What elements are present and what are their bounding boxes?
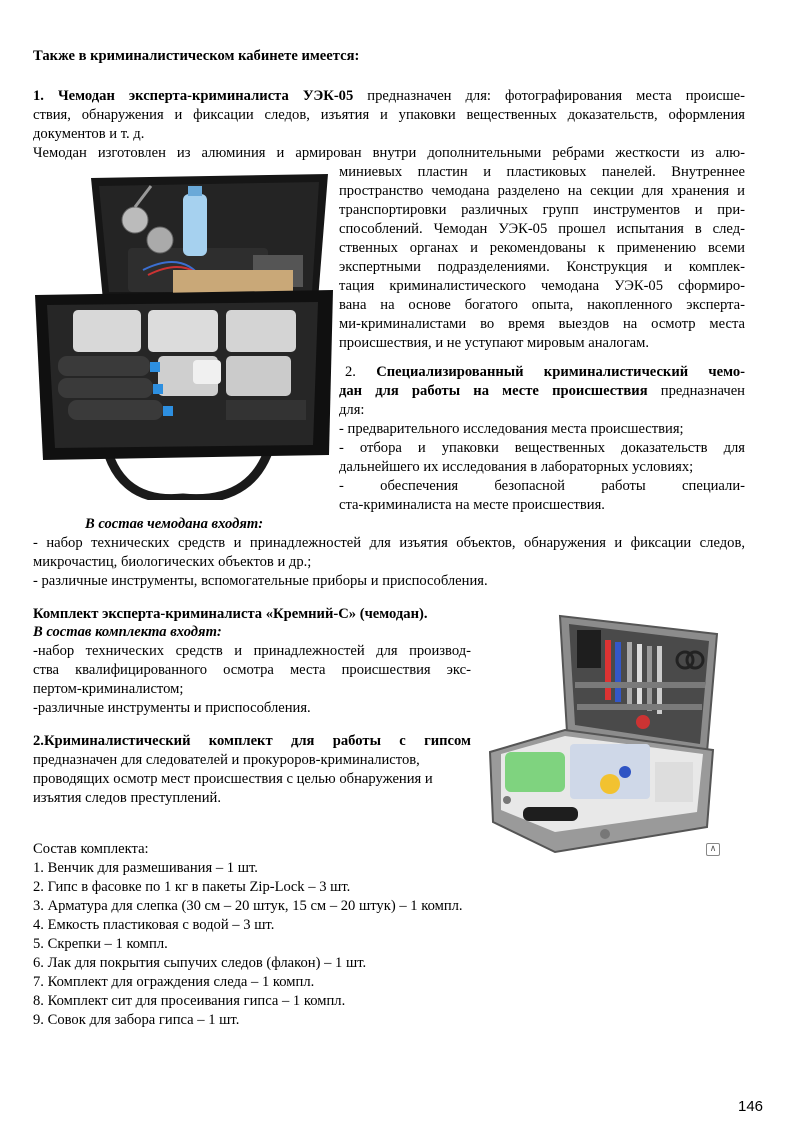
bag-photo [33, 160, 333, 500]
list-item: 3. Арматура для слепка (30 см – 20 штук, 15 см – 20 штук) – 1 компл. [33, 898, 463, 914]
composition-title: В состав чемодана входят: [85, 516, 264, 532]
kit-line: -различные инструменты и приспособления. [33, 700, 311, 716]
gypsum-line: изъятия следов преступлений. [33, 790, 221, 806]
item2-line: ста-криминалиста на месте происшествия. [339, 497, 605, 513]
list-item: 8. Комплект сит для просеивания гипса – 1 компл. [33, 993, 346, 1009]
composition-line: - набор технических средств и принадлежностей для изъятия объектов, обнаружения и фиксации следов, [33, 535, 745, 551]
list-item: 1. Венчик для размешивания – 1 шт. [33, 860, 258, 876]
item1-line1: 1. Чемодан эксперта-криминалиста УЭК-05 предназначен для: фотографирования места происше- [33, 88, 746, 104]
item1-desc-full: Чемодан изготовлен из алюминия и армирован внутри дополнительными ребрами жесткости из алю- [33, 145, 745, 161]
item2-line: - отбора и упаковки вещественных доказательств для [339, 440, 745, 456]
composition-line: - различные инструменты, вспомогательные приборы и приспособления. [33, 573, 488, 589]
contents-title: Состав комплекта: [33, 841, 149, 857]
item1-title: 1. Чемодан эксперта-криминалиста УЭК-05 [33, 88, 354, 104]
item2-title-line2: дан для работы на месте происшествия предназначен [339, 383, 745, 399]
kit-title: Комплект эксперта-криминалиста «Кремний-С» (чемодан). [33, 606, 428, 622]
case-photo [485, 612, 725, 857]
item2-line: - обеспечения безопасной работы специали- [339, 478, 745, 494]
list-item: 5. Скрепки – 1 компл. [33, 936, 168, 952]
list-item: 6. Лак для покрытия сыпучих следов (флакон) – 1 шт. [33, 955, 367, 971]
gypsum-title: 2.Криминалистический комплект для работы с гипсом [33, 733, 471, 749]
kit-line: -набор технических средств и принадлежностей для производ- [33, 643, 471, 659]
list-item: 2. Гипс в фасовке по 1 кг в пакеты Zip-Lock – 3 шт. [33, 879, 351, 895]
list-item: 4. Емкость пластиковая с водой – 3 шт. [33, 917, 275, 933]
item2-title-line1: 2. Специализированный криминалистический чемо- [345, 364, 746, 380]
aluminium-kit-case-photo [485, 612, 725, 857]
gypsum-line: проводящих осмотр мест происшествия с целью обнаружения и [33, 771, 433, 787]
item2-line: - предварительного исследования места происшествия; [339, 421, 684, 437]
item2-number: 2 [345, 364, 353, 380]
gypsum-line: предназначен для следователей и прокуроров-криминалистов, [33, 752, 420, 768]
item2-line: для: [339, 402, 365, 418]
kit-line: ства квалифицированного осмотра места происшествия экс- [33, 662, 471, 678]
item1-line2: ствия, обнаружения и фиксации следов, изъятия и упаковки вещественных доказательств, оформления [33, 107, 745, 123]
list-item: 7. Комплект для ограждения следа – 1 компл. [33, 974, 315, 990]
kit-subtitle: В состав комплекта входят: [33, 624, 222, 640]
item1-line3: документов и т. д. [33, 126, 145, 142]
item2-line: дальнейшего их исследования в лабораторных условиях; [339, 459, 694, 475]
page-number: 146 [738, 1098, 764, 1115]
list-item: 9. Совок для забора гипса – 1 шт. [33, 1012, 240, 1028]
black-expert-bag-photo [33, 160, 333, 500]
image-expand-icon[interactable]: ∧ [706, 843, 720, 856]
kit-line: пертом-криминалистом; [33, 681, 184, 697]
composition-line: микрочастиц, биологических объектов и др.; [33, 554, 312, 570]
page-heading: Также в криминалистическом кабинете имеется: [33, 48, 360, 64]
